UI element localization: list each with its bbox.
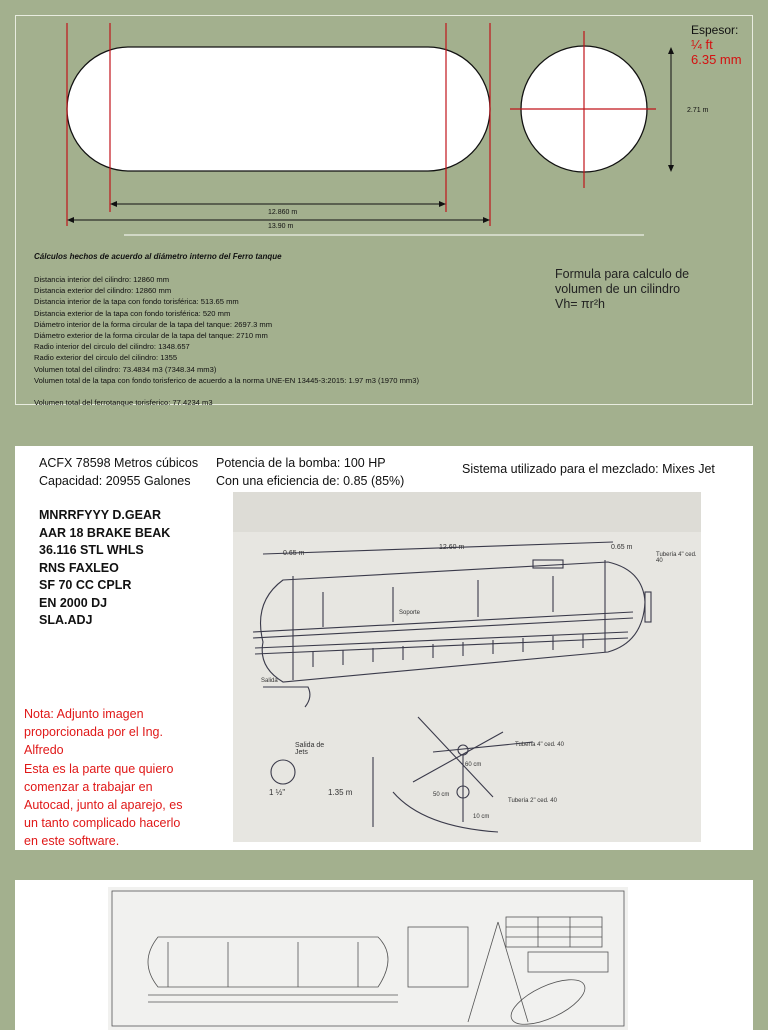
tank-dimensions-slide	[15, 15, 753, 408]
calc-line: Radio exterior del circulo del cilindro: 1355	[34, 353, 178, 363]
thickness-block	[691, 23, 742, 67]
calc-line: Diámetro interior de la forma circular de la tapa del tanque: 2697.3 mm	[34, 319, 273, 329]
code-line: SLA.ADJ	[39, 613, 93, 627]
note-block	[24, 705, 224, 851]
capacity-label: Capacidad: 20955 Galones	[39, 474, 191, 488]
code-line: AAR 18 BRAKE BEAK	[39, 525, 171, 540]
thickness-ft: ¼ ft	[691, 37, 713, 52]
sketch-label-jets: Salida de Jets	[295, 742, 325, 756]
sketch-dim-mid: 12.60 m	[439, 544, 465, 551]
note-line: Esta es la parte que quiero	[24, 761, 174, 776]
calc-line: Distancia interior del cilindro: 12860 mm	[34, 275, 170, 284]
formula-expression: Vh= πr²h	[555, 297, 605, 311]
blueprint-photo	[108, 887, 628, 1030]
calc-line: Distancia interior de la tapa con fondo torisférica: 513.65 mm	[34, 297, 239, 307]
formula-title: Formula para calculo de volumen de un cilindro	[555, 267, 690, 296]
calc-line: Distancia exterior del cilindro: 12860 mm	[34, 286, 172, 296]
code-line: MNRRFYYY D.GEAR	[39, 508, 162, 522]
calc-heading: Cálculos hechos de acuerdo al diámetro interno del Ferro tanque	[34, 252, 282, 261]
sketch-label-10cm: 10 cm	[473, 814, 490, 820]
sketch-dim-left: 0.65 m	[283, 550, 305, 557]
calc-line	[34, 386, 419, 397]
sketch-label-pipe: Tubería 4" ced. 40	[656, 552, 697, 564]
note-line: Autocad, junto al aparejo, es	[24, 798, 183, 813]
sketch-label-height: 1.35 m	[328, 788, 353, 797]
calc-line: Volumen total del ferrotanque torisferico: 77.4234 m3	[34, 398, 213, 408]
thickness-title: Espesor:	[691, 23, 739, 37]
note-line: Nota: Adjunto imagen	[24, 707, 144, 721]
calc-line: Volumen total de la tapa con fondo torisferico de acuerdo a la norma UNE-EN 13445-3:2015: 1.97 m3 (1970 mm3)	[34, 375, 419, 385]
note-line: proporcionada por el Ing.	[24, 725, 163, 740]
note-line: en este software.	[24, 834, 120, 849]
calc-line: Distancia exterior de la tapa con fondo torisférica: 520 mm	[34, 308, 231, 318]
code-line: 36.116 STL WHLS	[39, 543, 144, 557]
note-line: comenzar a trabajar en	[24, 779, 153, 794]
sketch-label-pipe-low: Tubería 4" ced. 40	[515, 742, 564, 748]
code-line: EN 2000 DJ	[39, 595, 108, 610]
sketch-label-50cm: 50 cm	[433, 792, 450, 798]
pump-power-label: Potencia de la bomba: 100 HP	[216, 456, 386, 470]
acfx-label: ACFX 78598 Metros cúbicos	[39, 456, 199, 470]
code-line: RNS FAXLEO	[39, 560, 119, 575]
sketch-label-60cm: 60 cm	[465, 762, 482, 768]
technical-drawing-slide	[15, 880, 753, 1030]
formula-block	[555, 267, 725, 312]
inner-length-label: 12.860 m	[268, 209, 298, 216]
note-line: un tanto complicado hacerlo	[24, 816, 181, 831]
code-line: SF 70 CC CPLR	[39, 578, 132, 592]
blueprint-drawing	[108, 887, 628, 1030]
efficiency-label: Con una eficiencia de: 0.85 (85%)	[216, 474, 405, 488]
note-line: Alfredo	[24, 743, 64, 758]
calc-line: Diámetro exterior de la forma circular de la tapa del tanque: 2710 mm	[34, 331, 268, 341]
sketch-dim-right: 0.65 m	[611, 544, 633, 551]
hand-sketch-photo	[233, 492, 701, 842]
railcar-codes	[39, 507, 170, 630]
thickness-mm: 6.35 mm	[691, 52, 742, 67]
tank-side-view	[67, 47, 490, 171]
diameter-label: 2.71 m	[687, 107, 709, 114]
mixing-system-label: Sistema utilizado para el mezclado: Mixes Jet	[462, 462, 715, 476]
sketch-label-inch: 1 ½"	[269, 788, 286, 797]
calc-line: Radio interior del circulo del cilindro: 1348.657	[34, 342, 190, 352]
sketch-label-support: Soporte	[399, 610, 421, 616]
calc-line: Volumen total del cilindro: 73.4834 m3 (7348.34 mm3)	[34, 364, 217, 374]
tank-info-slide	[15, 446, 753, 850]
sketch-label-outlet: Salida	[261, 678, 278, 684]
sketch-label-pipe-2in: Tubería 2" ced. 40	[508, 798, 557, 804]
outer-length-label: 13.90 m	[268, 223, 294, 230]
calc-list	[34, 274, 419, 408]
